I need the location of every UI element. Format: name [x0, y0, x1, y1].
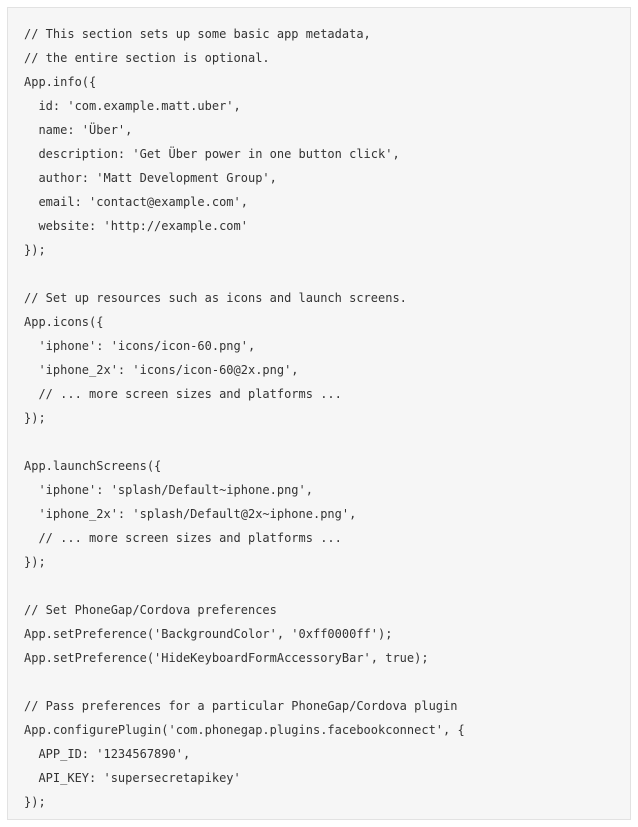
code-line: // the entire section is optional.: [24, 51, 270, 65]
code-line: 'iphone_2x': 'splash/Default@2x~iphone.png',: [24, 507, 357, 521]
code-lines: [24, 22, 465, 814]
code-line: });: [24, 555, 46, 569]
code-line: API_KEY: 'supersecretapikey': [24, 771, 241, 785]
code-line: // ... more screen sizes and platforms ...: [24, 531, 342, 545]
code-line: App.icons({: [24, 315, 104, 329]
code-line: App.setPreference('BackgroundColor', '0xff0000ff');: [24, 627, 393, 641]
code-line: // ... more screen sizes and platforms ...: [24, 387, 342, 401]
code-line: 'iphone': 'icons/icon-60.png',: [24, 339, 256, 353]
code-line: 'iphone': 'splash/Default~iphone.png',: [24, 483, 313, 497]
code-line: });: [24, 411, 46, 425]
code-line: });: [24, 795, 46, 809]
code-line: author: 'Matt Development Group',: [24, 171, 277, 185]
code-line: // Pass preferences for a particular PhoneGap/Cordova plugin: [24, 699, 458, 713]
code-line: 'iphone_2x': 'icons/icon-60@2x.png',: [24, 363, 299, 377]
code-block: [7, 7, 631, 820]
code-line: App.configurePlugin('com.phonegap.plugins.facebookconnect', {: [24, 723, 465, 737]
code-line: [24, 430, 465, 454]
code-line: [24, 670, 465, 694]
code-line: website: 'http://example.com': [24, 219, 248, 233]
code-line: });: [24, 243, 46, 257]
code-line: description: 'Get Über power in one button click',: [24, 147, 400, 161]
code-line: [24, 262, 465, 286]
code-line: APP_ID: '1234567890',: [24, 747, 191, 761]
code-line: name: 'Über',: [24, 123, 133, 137]
code-line: App.setPreference('HideKeyboardFormAccessoryBar', true);: [24, 651, 429, 665]
code-line: id: 'com.example.matt.uber',: [24, 99, 241, 113]
code-line: App.launchScreens({: [24, 459, 162, 473]
code-line: App.info({: [24, 75, 97, 89]
code-line: [24, 574, 465, 598]
code-line: // This section sets up some basic app metadata,: [24, 27, 371, 41]
code-line: email: 'contact@example.com',: [24, 195, 248, 209]
code-line: // Set PhoneGap/Cordova preferences: [24, 603, 277, 617]
code-line: // Set up resources such as icons and launch screens.: [24, 291, 407, 305]
